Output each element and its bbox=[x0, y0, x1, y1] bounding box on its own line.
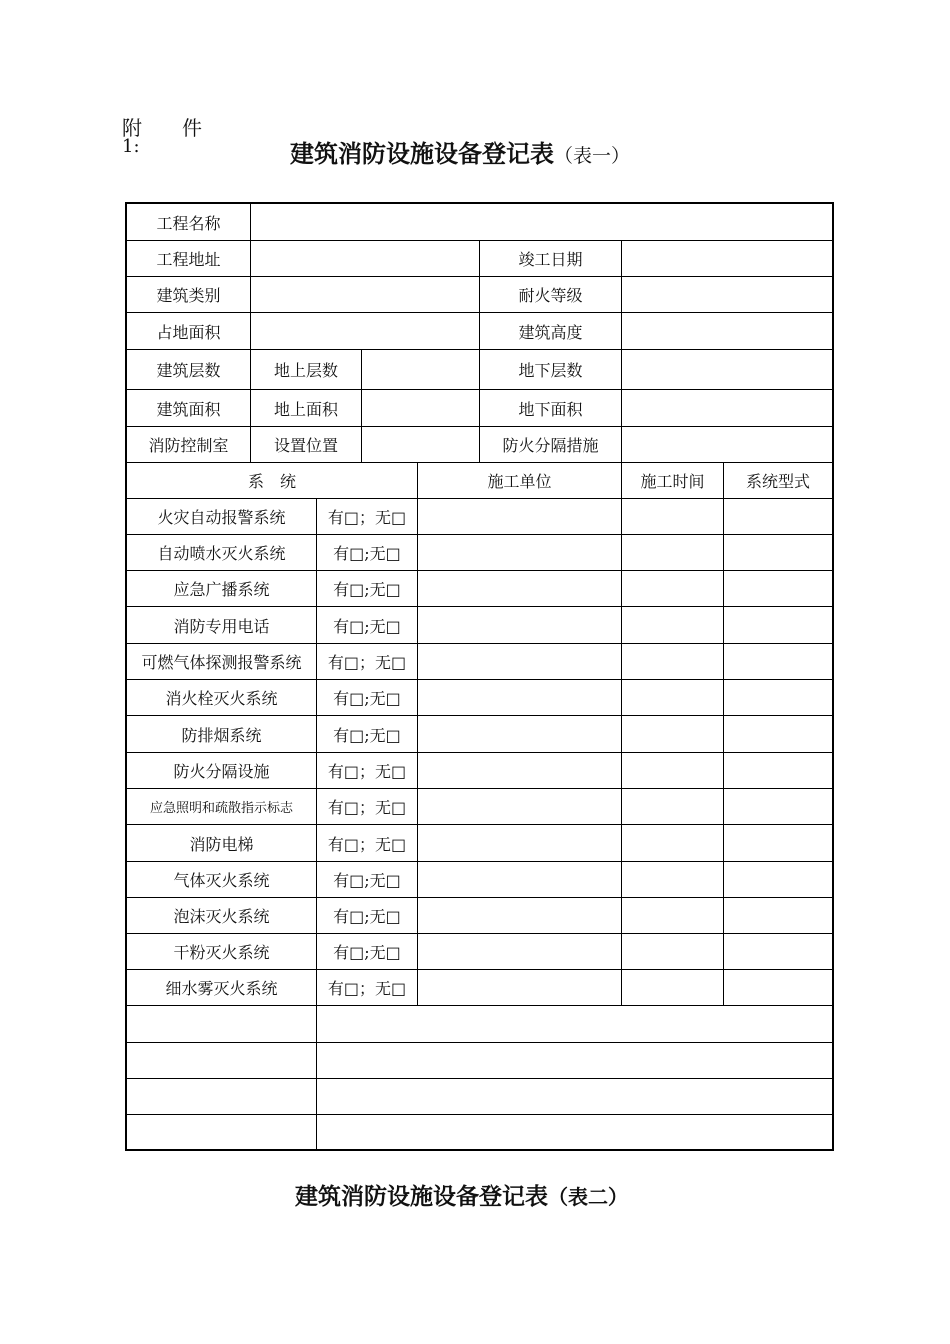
table-row bbox=[127, 644, 832, 680]
system-model-input[interactable] bbox=[724, 862, 832, 897]
blank-name-input[interactable] bbox=[127, 1115, 317, 1149]
system-contractor-input[interactable] bbox=[418, 825, 622, 861]
system-time-input[interactable] bbox=[622, 862, 724, 897]
system-model-input[interactable] bbox=[724, 644, 832, 679]
registration-form bbox=[125, 202, 834, 1151]
system-time-input[interactable] bbox=[622, 644, 724, 679]
system-model-input[interactable] bbox=[724, 680, 832, 715]
table-row bbox=[127, 716, 832, 753]
system-time-input[interactable] bbox=[622, 607, 724, 643]
header-time: 施工时间 bbox=[622, 463, 724, 498]
system-option[interactable]: 有□;无□ bbox=[317, 862, 418, 897]
row-systems-header bbox=[127, 463, 832, 499]
system-model-input[interactable] bbox=[724, 753, 832, 788]
system-model-input[interactable] bbox=[724, 970, 832, 1005]
label-separation-measures: 防火分隔措施 bbox=[480, 427, 622, 462]
table-row bbox=[127, 535, 832, 571]
table-row bbox=[127, 571, 832, 607]
system-model-input[interactable] bbox=[724, 789, 832, 824]
system-time-input[interactable] bbox=[622, 571, 724, 606]
table-row bbox=[127, 607, 832, 644]
table-row bbox=[127, 898, 832, 934]
input-completion-date[interactable] bbox=[622, 241, 832, 276]
label-above-area: 地上面积 bbox=[251, 390, 362, 426]
system-model-input[interactable] bbox=[724, 716, 832, 752]
system-name: 消防电梯 bbox=[127, 825, 317, 861]
system-model-input[interactable] bbox=[724, 499, 832, 534]
label-below-area: 地下面积 bbox=[480, 390, 622, 426]
row-control-room bbox=[127, 427, 832, 463]
input-fire-rating[interactable] bbox=[622, 277, 832, 312]
system-name: 可燃气体探测报警系统 bbox=[127, 644, 317, 679]
label-completion-date: 竣工日期 bbox=[480, 241, 622, 276]
system-contractor-input[interactable] bbox=[418, 499, 622, 534]
system-time-input[interactable] bbox=[622, 680, 724, 715]
system-option[interactable]: 有□;无□ bbox=[317, 607, 418, 643]
system-contractor-input[interactable] bbox=[418, 680, 622, 715]
second-title-main: 建筑消防设施设备登记表 bbox=[295, 1183, 548, 1210]
system-contractor-input[interactable] bbox=[418, 607, 622, 643]
blank-name-input[interactable] bbox=[127, 1043, 317, 1078]
system-option[interactable]: 有□;无□ bbox=[317, 680, 418, 715]
system-option[interactable]: 有□；无□ bbox=[317, 499, 418, 534]
system-option[interactable]: 有□;无□ bbox=[317, 934, 418, 969]
system-option[interactable]: 有□；无□ bbox=[317, 825, 418, 861]
system-contractor-input[interactable] bbox=[418, 970, 622, 1005]
label-above-floors: 地上层数 bbox=[251, 350, 362, 389]
system-option[interactable]: 有□;无□ bbox=[317, 898, 418, 933]
table-row bbox=[127, 825, 832, 862]
system-time-input[interactable] bbox=[622, 753, 724, 788]
system-contractor-input[interactable] bbox=[418, 571, 622, 606]
input-land-area[interactable] bbox=[251, 313, 480, 349]
system-time-input[interactable] bbox=[622, 970, 724, 1005]
blank-detail-input[interactable] bbox=[317, 1043, 832, 1078]
system-option[interactable]: 有□；无□ bbox=[317, 970, 418, 1005]
system-option[interactable]: 有□；无□ bbox=[317, 753, 418, 788]
system-name: 应急广播系统 bbox=[127, 571, 317, 606]
system-contractor-input[interactable] bbox=[418, 644, 622, 679]
label-building-category: 建筑类别 bbox=[127, 277, 251, 312]
table-row bbox=[127, 789, 832, 825]
row-project-name bbox=[127, 204, 832, 241]
annex-label-line2: 1: bbox=[122, 136, 140, 157]
label-control-room: 消防控制室 bbox=[127, 427, 251, 462]
table-row bbox=[127, 753, 832, 789]
system-contractor-input[interactable] bbox=[418, 535, 622, 570]
input-building-category[interactable] bbox=[251, 277, 480, 312]
annex-label-line1: 附 件 bbox=[122, 116, 202, 140]
system-time-input[interactable] bbox=[622, 789, 724, 824]
blank-row bbox=[127, 1043, 832, 1079]
blank-name-input[interactable] bbox=[127, 1006, 317, 1042]
input-above-area[interactable] bbox=[362, 390, 480, 426]
blank-detail-input[interactable] bbox=[317, 1115, 832, 1149]
system-name: 防火分隔设施 bbox=[127, 753, 317, 788]
system-time-input[interactable] bbox=[622, 535, 724, 570]
blank-name-input[interactable] bbox=[127, 1079, 317, 1114]
system-option[interactable]: 有□；无□ bbox=[317, 789, 418, 824]
system-contractor-input[interactable] bbox=[418, 898, 622, 933]
system-time-input[interactable] bbox=[622, 716, 724, 752]
input-project-address[interactable] bbox=[251, 241, 480, 276]
input-location[interactable] bbox=[362, 427, 480, 462]
second-table-title bbox=[295, 1178, 628, 1211]
system-name: 干粉灭火系统 bbox=[127, 934, 317, 969]
label-project-address: 工程地址 bbox=[127, 241, 251, 276]
table-row bbox=[127, 680, 832, 716]
system-option[interactable]: 有□;无□ bbox=[317, 571, 418, 606]
label-building-height: 建筑高度 bbox=[480, 313, 622, 349]
system-option[interactable]: 有□；无□ bbox=[317, 644, 418, 679]
blank-detail-input[interactable] bbox=[317, 1079, 832, 1114]
input-separation-measures[interactable] bbox=[622, 427, 832, 462]
system-contractor-input[interactable] bbox=[418, 753, 622, 788]
table-row bbox=[127, 862, 832, 898]
header-contractor: 施工单位 bbox=[418, 463, 622, 498]
system-model-input[interactable] bbox=[724, 934, 832, 969]
system-time-input[interactable] bbox=[622, 825, 724, 861]
row-building-area bbox=[127, 390, 832, 427]
system-time-input[interactable] bbox=[622, 934, 724, 969]
page-title-suffix: （表一） bbox=[554, 145, 631, 167]
system-name: 应急照明和疏散指示标志 bbox=[127, 789, 317, 824]
system-model-input[interactable] bbox=[724, 898, 832, 933]
system-name: 泡沫灭火系统 bbox=[127, 898, 317, 933]
row-category bbox=[127, 277, 832, 313]
input-below-area[interactable] bbox=[622, 390, 832, 426]
page-title bbox=[290, 134, 630, 169]
system-model-input[interactable] bbox=[724, 571, 832, 606]
header-model: 系统型式 bbox=[745, 472, 810, 491]
system-time-input[interactable] bbox=[622, 499, 724, 534]
blank-row bbox=[127, 1079, 832, 1115]
row-area-height bbox=[127, 313, 832, 350]
system-name: 自动喷水灭火系统 bbox=[127, 535, 317, 570]
label-floors: 建筑层数 bbox=[127, 350, 251, 389]
system-name: 防排烟系统 bbox=[127, 716, 317, 752]
system-option[interactable]: 有□;无□ bbox=[317, 716, 418, 752]
blank-row bbox=[127, 1115, 832, 1149]
label-below-floors: 地下层数 bbox=[480, 350, 622, 389]
header-system: 系 统 bbox=[127, 463, 418, 498]
blank-row bbox=[127, 1006, 832, 1043]
system-option[interactable]: 有□;无□ bbox=[317, 535, 418, 570]
row-address bbox=[127, 241, 832, 277]
label-building-area: 建筑面积 bbox=[127, 390, 251, 426]
system-model-input[interactable] bbox=[724, 535, 832, 570]
system-name: 火灾自动报警系统 bbox=[127, 499, 317, 534]
input-above-floors[interactable] bbox=[362, 350, 480, 389]
input-below-floors[interactable] bbox=[622, 350, 832, 389]
system-contractor-input[interactable] bbox=[418, 716, 622, 752]
label-project-name: 工程名称 bbox=[127, 204, 251, 240]
system-contractor-input[interactable] bbox=[418, 789, 622, 824]
system-model-input[interactable] bbox=[724, 825, 832, 861]
label-location: 设置位置 bbox=[251, 427, 362, 462]
label-fire-rating: 耐火等级 bbox=[480, 277, 622, 312]
table-row bbox=[127, 934, 832, 970]
input-project-name[interactable] bbox=[251, 204, 832, 240]
label-land-area: 占地面积 bbox=[127, 313, 251, 349]
system-name: 消火栓灭火系统 bbox=[127, 680, 317, 715]
input-building-height[interactable] bbox=[622, 313, 832, 349]
system-name: 消防专用电话 bbox=[127, 607, 317, 643]
system-contractor-input[interactable] bbox=[418, 934, 622, 969]
second-title-suffix: （表二） bbox=[548, 1185, 628, 1209]
table-row bbox=[127, 970, 832, 1006]
table-row bbox=[127, 499, 832, 535]
system-name: 气体灭火系统 bbox=[127, 862, 317, 897]
system-contractor-input[interactable] bbox=[418, 862, 622, 897]
blank-detail-input[interactable] bbox=[317, 1006, 832, 1042]
system-model-input[interactable] bbox=[724, 607, 832, 643]
page-title-main: 建筑消防设施设备登记表 bbox=[290, 139, 554, 168]
row-floors bbox=[127, 350, 832, 390]
system-time-input[interactable] bbox=[622, 898, 724, 933]
system-name: 细水雾灭火系统 bbox=[127, 970, 317, 1005]
